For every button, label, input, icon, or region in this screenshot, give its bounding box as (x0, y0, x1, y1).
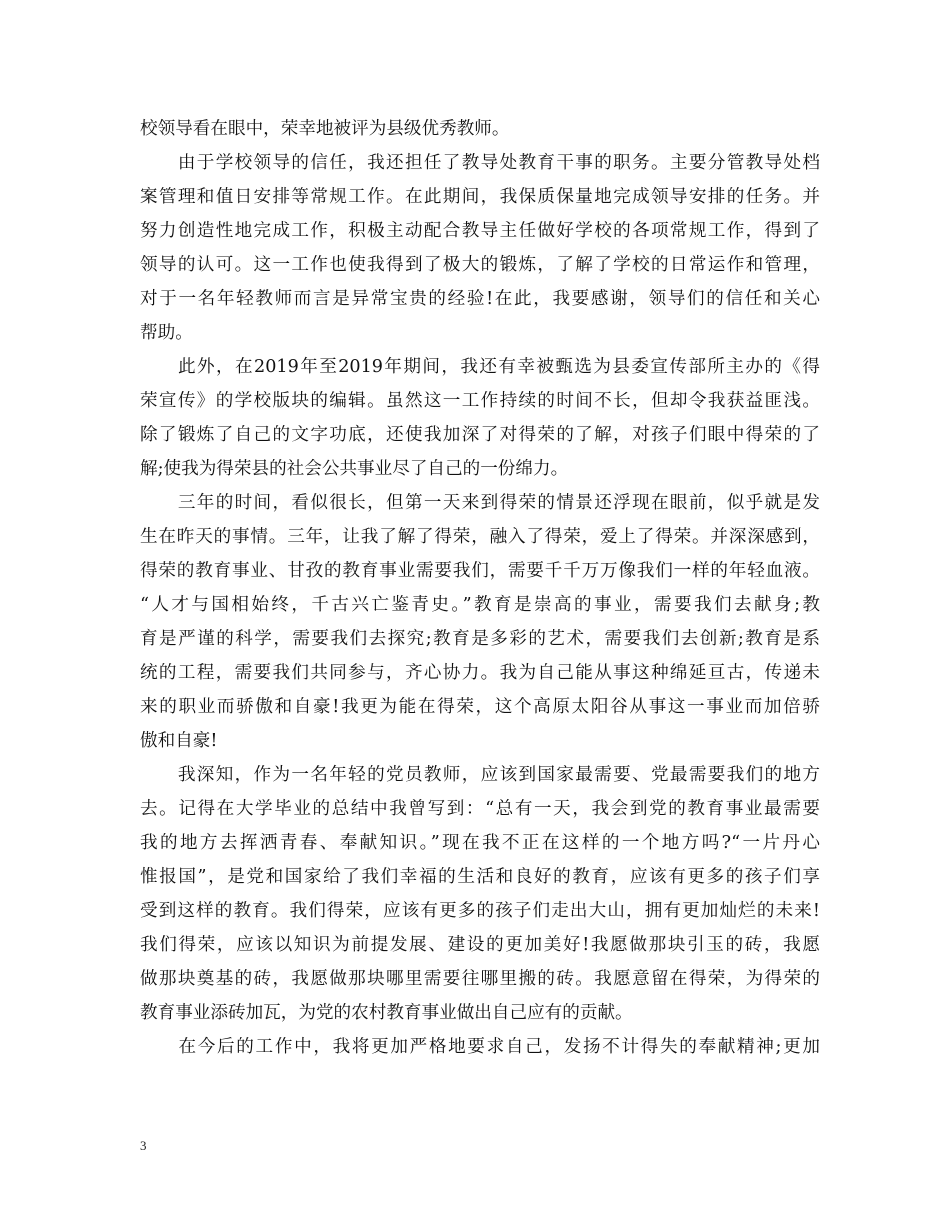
text-line: “人才与国相始终，千古兴亡鉴青史。”教育是崇高的事业，需要我们去献身;教 (140, 595, 820, 615)
text-line: 努力创造性地完成工作，积极主动配合教导主任做好学校的各项常规工作，得到了 (140, 221, 820, 241)
text-line: 荣宣传》的学校版块的编辑。虽然这一工作持续的时间不长，但却令我获益匪浅。 (140, 391, 820, 411)
text-line: 得荣的教育事业、甘孜的教育事业需要我们，需要千千万万像我们一样的年轻血液。 (140, 561, 820, 581)
text-line: 我深知，作为一名年轻的党员教师，应该到国家最需要、党最需要我们的地方 (140, 765, 820, 785)
text-line: 我们得荣，应该以知识为前提发展、建设的更加美好!我愿做那块引玉的砖，我愿 (140, 935, 820, 955)
text-line: 教育事业添砖加瓦，为党的农村教育事业做出自己应有的贡献。 (140, 1003, 633, 1023)
text-line: 帮助。 (140, 323, 193, 343)
text-line: 由于学校领导的信任，我还担任了教导处教育干事的职务。主要分管教导处档 (140, 153, 820, 173)
text-line: 除了锻炼了自己的文字功底，还使我加深了对得荣的了解，对孩子们眼中得荣的了 (140, 425, 820, 445)
text-line: 惟报国”，是党和国家给了我们幸福的生活和良好的教育，应该有更多的孩子们享 (140, 867, 820, 887)
text-line: 校领导看在眼中，荣幸地被评为县级优秀教师。 (140, 119, 510, 139)
page-number: 3 (140, 1138, 147, 1153)
text-line: 统的工程，需要我们共同参与，齐心协力。我为自己能从事这种绵延亘古，传递未 (140, 663, 820, 683)
text-line: 育是严谨的科学，需要我们去探究;教育是多彩的艺术，需要我们去创新;教育是系 (140, 629, 820, 649)
text-line: 在今后的工作中，我将更加严格地要求自己，发扬不计得失的奉献精神;更加 (140, 1037, 820, 1057)
text-line: 此外，在2019年至2019年期间，我还有幸被甄选为县委宣传部所主办的《得 (140, 357, 820, 377)
text-line: 受到这样的教育。我们得荣，应该有更多的孩子们走出大山，拥有更加灿烂的未来! (140, 901, 820, 921)
text-line: 去。记得在大学毕业的总结中我曾写到：“总有一天，我会到党的教育事业最需要 (140, 799, 820, 819)
text-line: 三年的时间，看似很长，但第一天来到得荣的情景还浮现在眼前，似乎就是发 (140, 493, 820, 513)
text-line: 生在昨天的事情。三年，让我了解了得荣，融入了得荣，爱上了得荣。并深深感到， (140, 527, 820, 547)
text-line: 案管理和值日安排等常规工作。在此期间，我保质保量地完成领导安排的任务。并 (140, 187, 820, 207)
text-line: 我的地方去挥洒青春、奉献知识。”现在我不正在这样的一个地方吗?“一片丹心 (140, 833, 820, 853)
text-line: 做那块奠基的砖，我愿做那块哪里需要往哪里搬的砖。我愿意留在得荣，为得荣的 (140, 969, 820, 989)
text-line: 对于一名年轻教师而言是异常宝贵的经验!在此，我要感谢，领导们的信任和关心 (140, 289, 820, 309)
document-body (140, 112, 820, 1064)
text-line: 解;使我为得荣县的社会公共事业尽了自己的一份绵力。 (140, 459, 569, 479)
text-line: 来的职业而骄傲和自豪!我更为能在得荣，这个高原太阳谷从事这一事业而加倍骄 (140, 697, 820, 717)
text-line: 领导的认可。这一工作也使我得到了极大的锻炼，了解了学校的日常运作和管理， (140, 255, 820, 275)
text-line: 傲和自豪! (140, 731, 218, 751)
